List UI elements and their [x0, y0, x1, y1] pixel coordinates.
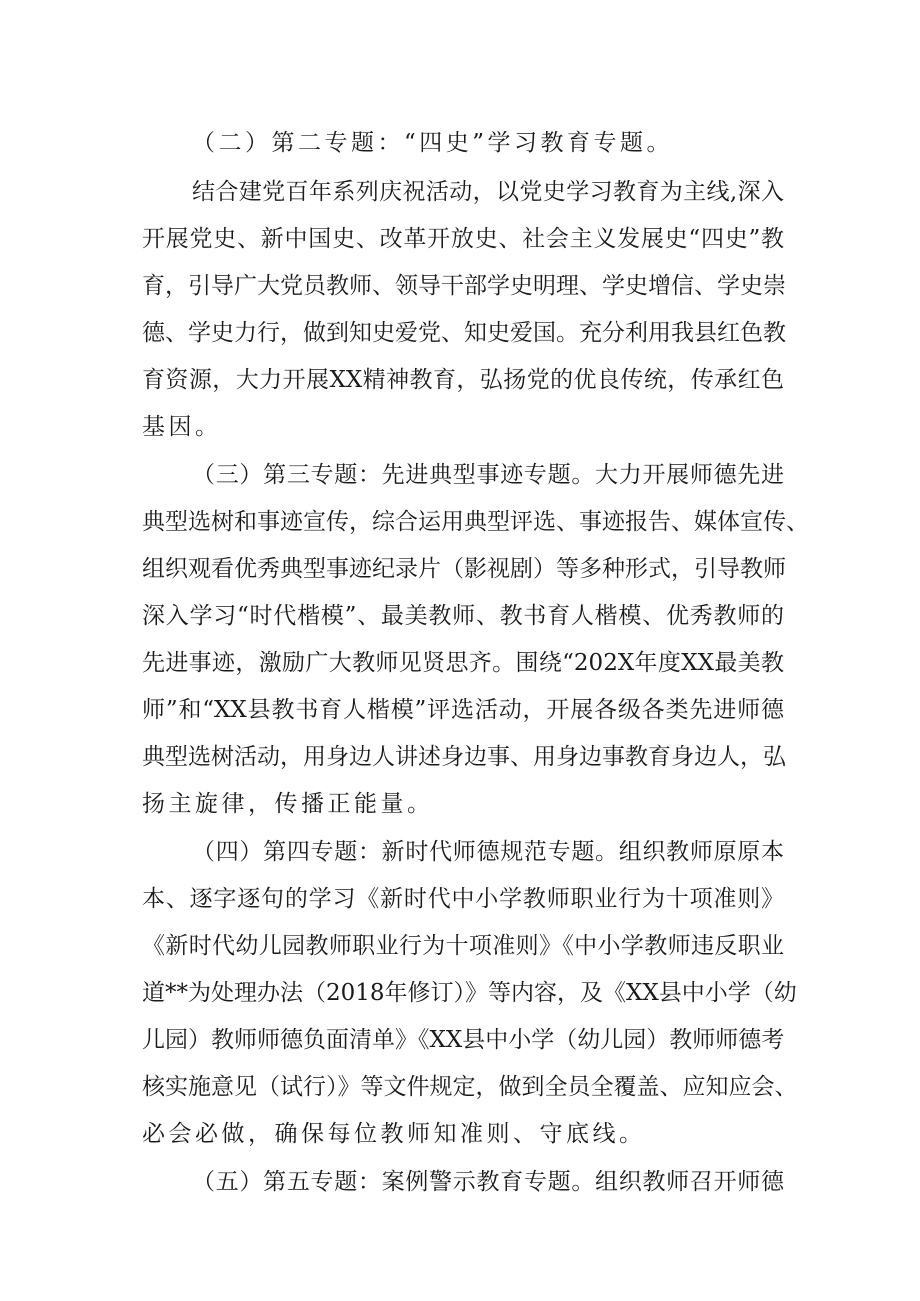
paragraph-line: 开展党史、新中国史、改革开放史、社会主义发展史“四史”教 [142, 226, 784, 252]
paragraph-line: 扬主旋律，传播正能量。 [142, 791, 434, 817]
heading-topic-2: （二）第二专题：“四史”学习教育专题。 [192, 130, 674, 156]
paragraph-line: 育，引导广大党员教师、领导干部学史明理、学史增信、学史崇 [142, 273, 786, 299]
paragraph-line: 育资源，大力开展XX精神教育，弘扬党的优良传统，传承红色 [142, 367, 784, 393]
paragraph-line: 德、学史力行，做到知史爱党、知史爱国。充分利用我县红色教 [142, 320, 786, 346]
paragraph-line: 儿园）教师师德负面清单》《XX县中小学（幼儿园）教师师德考 [142, 1027, 785, 1053]
paragraph-line: 《新时代幼儿园教师职业行为十项准则》《中小学教师违反职业 [142, 933, 784, 959]
paragraph-line: 核实施意见（试行）》等文件规定，做到全员全覆盖、应知应会、 [142, 1074, 798, 1100]
paragraph-line: 结合建党百年系列庆祝活动，以党史学习教育为主线,深入 [192, 179, 784, 205]
paragraph-line: 师”和“XX县教书育人楷模”评选活动，开展各级各类先进师德 [142, 697, 784, 723]
paragraph-line: 典型选树和事迹宣传，综合运用典型评选、事迹报告、媒体宣传、 [142, 509, 809, 535]
heading-topic-5: （五）第五专题：案例警示教育专题。组织教师召开师德 [192, 1169, 784, 1195]
paragraph-line: 基因。 [142, 414, 222, 440]
paragraph-line: 道**为处理办法（2018年修订）》等内容，及《XX县中小学（幼 [142, 980, 797, 1006]
heading-topic-4: （四）第四专题：新时代师德规范专题。组织教师原原本 [192, 839, 784, 865]
paragraph-line: 典型选树活动，用身边人讲述身边事、用身边事教育身边人，弘 [142, 744, 786, 770]
paragraph-line: 必会必做，确保每位教师知准则、守底线。 [142, 1121, 646, 1147]
heading-topic-3: （三）第三专题：先进典型事迹专题。大力开展师德先进 [192, 462, 784, 488]
paragraph-line: 深入学习“时代楷模”、最美教师、教书育人楷模、优秀教师的 [142, 603, 784, 629]
paragraph-line: 先进事迹，激励广大教师见贤思齐。围绕“202X年度XX最美教 [142, 650, 784, 676]
paragraph-line: 本、逐字逐句的学习《新时代中小学教师职业行为十项准则》 [142, 886, 784, 912]
paragraph-line: 组织观看优秀典型事迹纪录片（影视剧）等多种形式，引导教师 [142, 556, 786, 582]
